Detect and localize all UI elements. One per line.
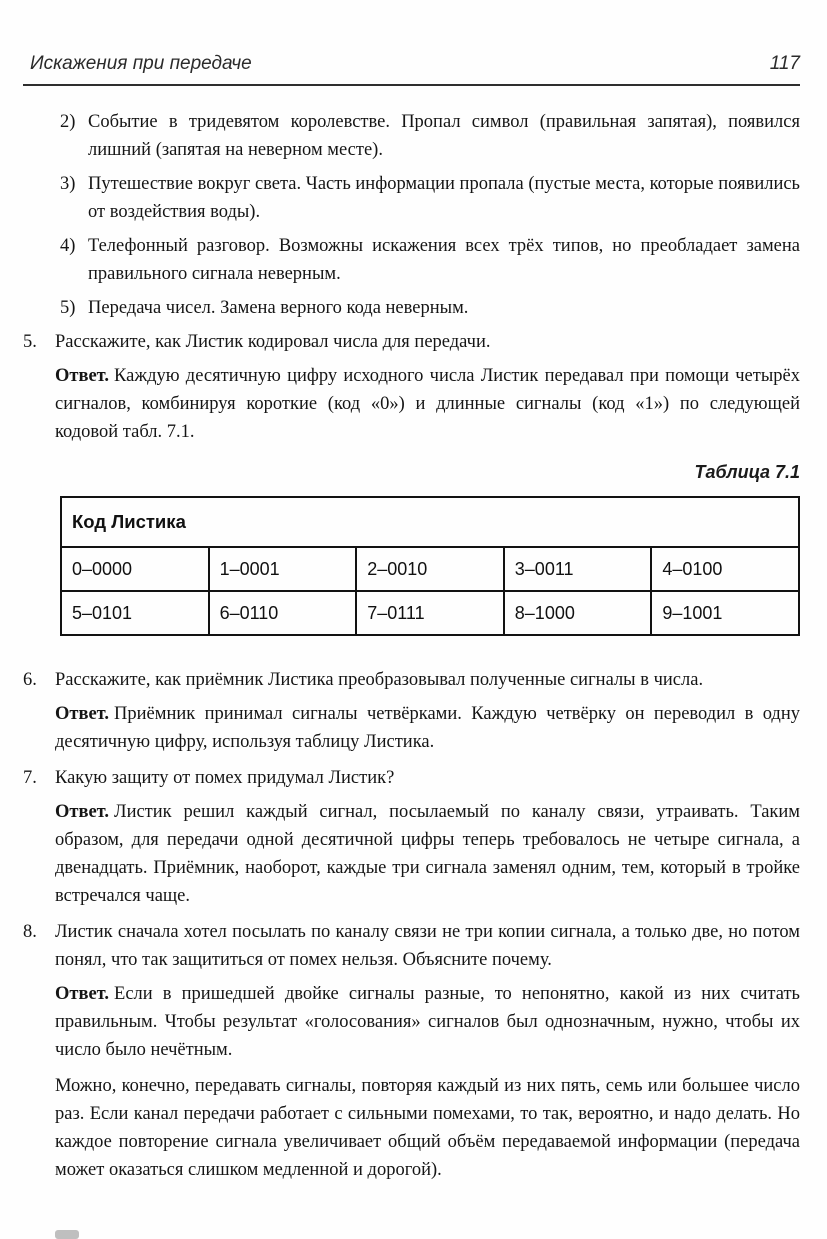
question-7 xyxy=(23,764,800,792)
question-text: Листик сначала хотел посылать по каналу связи не три копии сигнала, а только две, но потом понял, что так защититься от помех нельзя. Объясните почему. xyxy=(55,922,800,970)
code-cell: 5–0101 xyxy=(61,591,209,635)
list-item-text: Передача чисел. Замена верного кода неверным. xyxy=(88,298,469,318)
list-item xyxy=(60,232,800,288)
question-6 xyxy=(23,666,800,694)
list-item xyxy=(60,108,800,164)
answer-6 xyxy=(55,700,800,756)
answer-label: Ответ. xyxy=(55,704,110,724)
list-item-text: Событие в тридевятом королевстве. Пропал символ (правильная запятая), появился лишний (запятая на неверном месте). xyxy=(88,112,800,160)
code-cell: 2–0010 xyxy=(356,547,504,591)
list-item-number: 3) xyxy=(60,174,76,194)
code-cell: 1–0001 xyxy=(209,547,357,591)
answer-label: Ответ. xyxy=(55,984,110,1004)
list-item-number: 5) xyxy=(60,298,76,318)
answer-8 xyxy=(55,980,800,1064)
list-item xyxy=(60,294,800,322)
answer-text: Если в пришедшей двойке сигналы разные, то непонятно, какой из них считать правильным. Чтобы результат «голосования» сигналов был однозначным, нужно, чтобы их число было нечётным. xyxy=(55,984,800,1060)
sub-answer-list xyxy=(60,108,800,322)
answer-text: Каждую десятичную цифру исходного числа Листик передавал при помощи четырёх сигналов, комбинируя короткие (код «0») и длинные сигналы (код «1») по следующей кодовой табл. 7.1. xyxy=(55,366,800,442)
code-cell: 3–0011 xyxy=(504,547,652,591)
question-8 xyxy=(23,918,800,974)
question-5 xyxy=(23,328,800,356)
question-number: 8. xyxy=(23,922,37,942)
answer-7 xyxy=(55,798,800,910)
question-text: Расскажите, как приёмник Листика преобразовывал полученные сигналы в числа. xyxy=(55,670,704,690)
answer-label: Ответ. xyxy=(55,366,110,386)
code-cell: 6–0110 xyxy=(209,591,357,635)
question-text: Расскажите, как Листик кодировал числа для передачи. xyxy=(55,332,491,352)
closing-paragraph: Можно, конечно, передавать сигналы, повторяя каждый из них пять, семь или большее число раз. Если канал передачи работает с сильными помехами, то так, вероятно, и надо делать. Но каждое повторение сигнала увеличивает общий объём передаваемой информации (передача может оказаться слишком медленной и дорогой). xyxy=(55,1076,800,1180)
list-item-text: Путешествие вокруг света. Часть информации пропала (пустые места, которые появились от воздействия воды). xyxy=(88,174,800,222)
question-number: 5. xyxy=(23,332,37,352)
question-number: 6. xyxy=(23,670,37,690)
running-head xyxy=(23,50,800,86)
question-text: Какую защиту от помех придумал Листик? xyxy=(55,768,395,788)
page-body xyxy=(23,108,800,1184)
list-item-number: 2) xyxy=(60,112,76,132)
table-header-cell: Код Листика xyxy=(61,497,799,547)
listik-code-table xyxy=(60,496,800,636)
code-cell: 7–0111 xyxy=(356,591,504,635)
answer-label: Ответ. xyxy=(55,802,110,822)
list-item-text: Телефонный разговор. Возможны искажения всех трёх типов, но преобладает замена правильного сигнала неверным. xyxy=(88,236,800,284)
table-row xyxy=(61,547,799,591)
table-row xyxy=(61,591,799,635)
code-cell: 8–1000 xyxy=(504,591,652,635)
answer-text: Листик решил каждый сигнал, посылаемый по каналу связи, утраивать. Таким образом, для передачи одной десятичной цифры теперь требовалось не четыре сигнала, а двенадцать. Приёмник, наоборот, каждые три сигнала заменял одним, тем, который в тройке встречался чаще. xyxy=(55,802,800,906)
running-title: Искажения при передаче xyxy=(30,53,252,74)
page-number: 117 xyxy=(769,53,800,74)
question-number: 7. xyxy=(23,768,37,788)
scan-artifact xyxy=(55,1230,79,1239)
code-cell: 0–0000 xyxy=(61,547,209,591)
code-cell: 4–0100 xyxy=(651,547,799,591)
list-item-number: 4) xyxy=(60,236,76,256)
table-caption: Таблица 7.1 xyxy=(694,462,800,482)
code-cell: 9–1001 xyxy=(651,591,799,635)
list-item xyxy=(60,170,800,226)
answer-5 xyxy=(55,362,800,446)
table-header-row xyxy=(61,497,799,547)
answer-text: Приёмник принимал сигналы четвёрками. Каждую четвёрку он переводил в одну десятичную цифру, используя таблицу Листика. xyxy=(55,704,800,752)
